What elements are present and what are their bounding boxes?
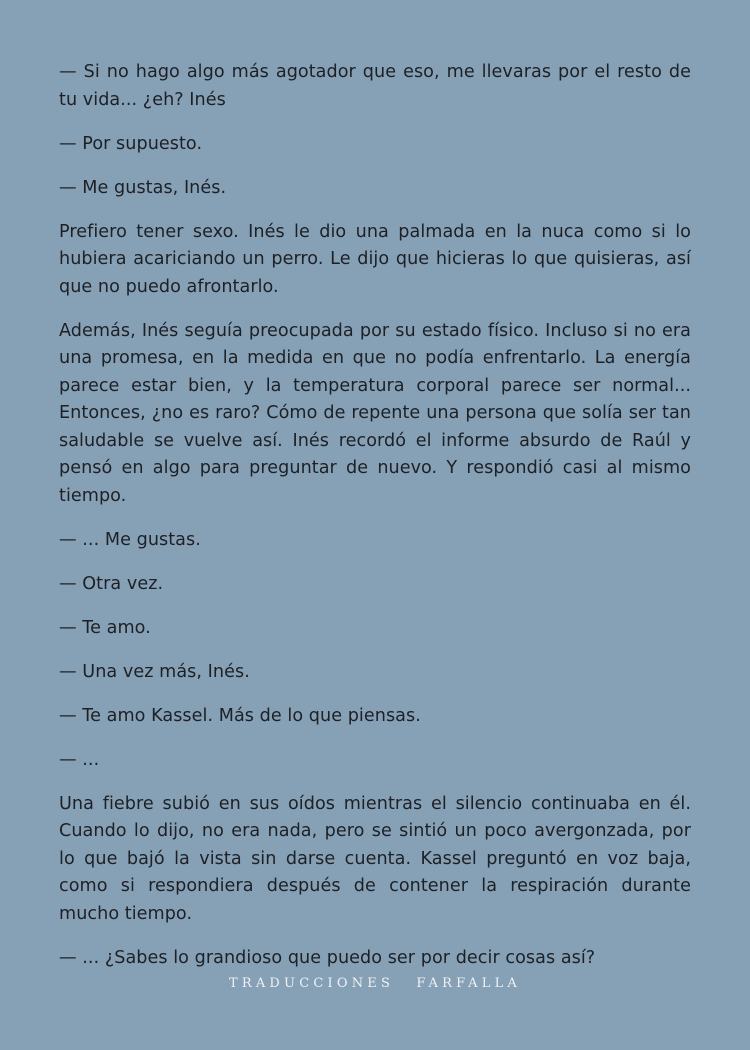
- paragraph: Una fiebre subió en sus oídos mientras el silencio continuaba en él. Cuando lo dijo, no era nada, pero se sintió un poco avergonzada, por lo que bajó la vista sin darse cuenta. Kassel preguntó en voz baja, como si respondiera después de contener la respiración durante mucho tiempo.: [59, 793, 691, 924]
- dialogue-line: — Te amo.: [59, 617, 151, 638]
- paragraph: — Si no hago algo más agotador que eso, me llevaras por el resto de tu vida... ¿eh? Inés: [59, 62, 691, 110]
- paragraph: Además, Inés seguía preocupada por su estado físico. Incluso si no era una promesa, en la medida en que no podía enfrentarlo. La energía parece estar bien, y la temperatura corporal parece ser normal... Entonces, ¿no es raro? Cómo de repente una persona que solía ser tan saludable se vuelve así. Inés recordó el informe absurdo de Raúl y pensó en algo para preguntar de nuevo. Y respondió casi al mismo tiempo.: [59, 320, 691, 506]
- page-text: [59, 59, 691, 989]
- dialogue-line: — Por supuesto.: [59, 133, 203, 154]
- dialogue-line: — Te amo Kassel. Más de lo que piensas.: [59, 705, 421, 726]
- dialogue-line: — ...: [59, 749, 100, 770]
- dialogue-line: — ... ¿Sabes lo grandioso que puedo ser por decir cosas así?: [59, 947, 596, 968]
- paragraph: Prefiero tener sexo. Inés le dio una palmada en la nuca como si lo hubiera acariciando un perro. Le dijo que hicieras lo que quisieras, así que no puedo afrontarlo.: [59, 221, 691, 297]
- dialogue-line: — ... Me gustas.: [59, 529, 201, 550]
- dialogue-line: — Me gustas, Inés.: [59, 177, 227, 198]
- dialogue-line: — Una vez más, Inés.: [59, 661, 250, 682]
- dialogue-line: — Otra vez.: [59, 573, 164, 594]
- footer-credit: TRADUCCIONES FARFALLA: [228, 976, 521, 991]
